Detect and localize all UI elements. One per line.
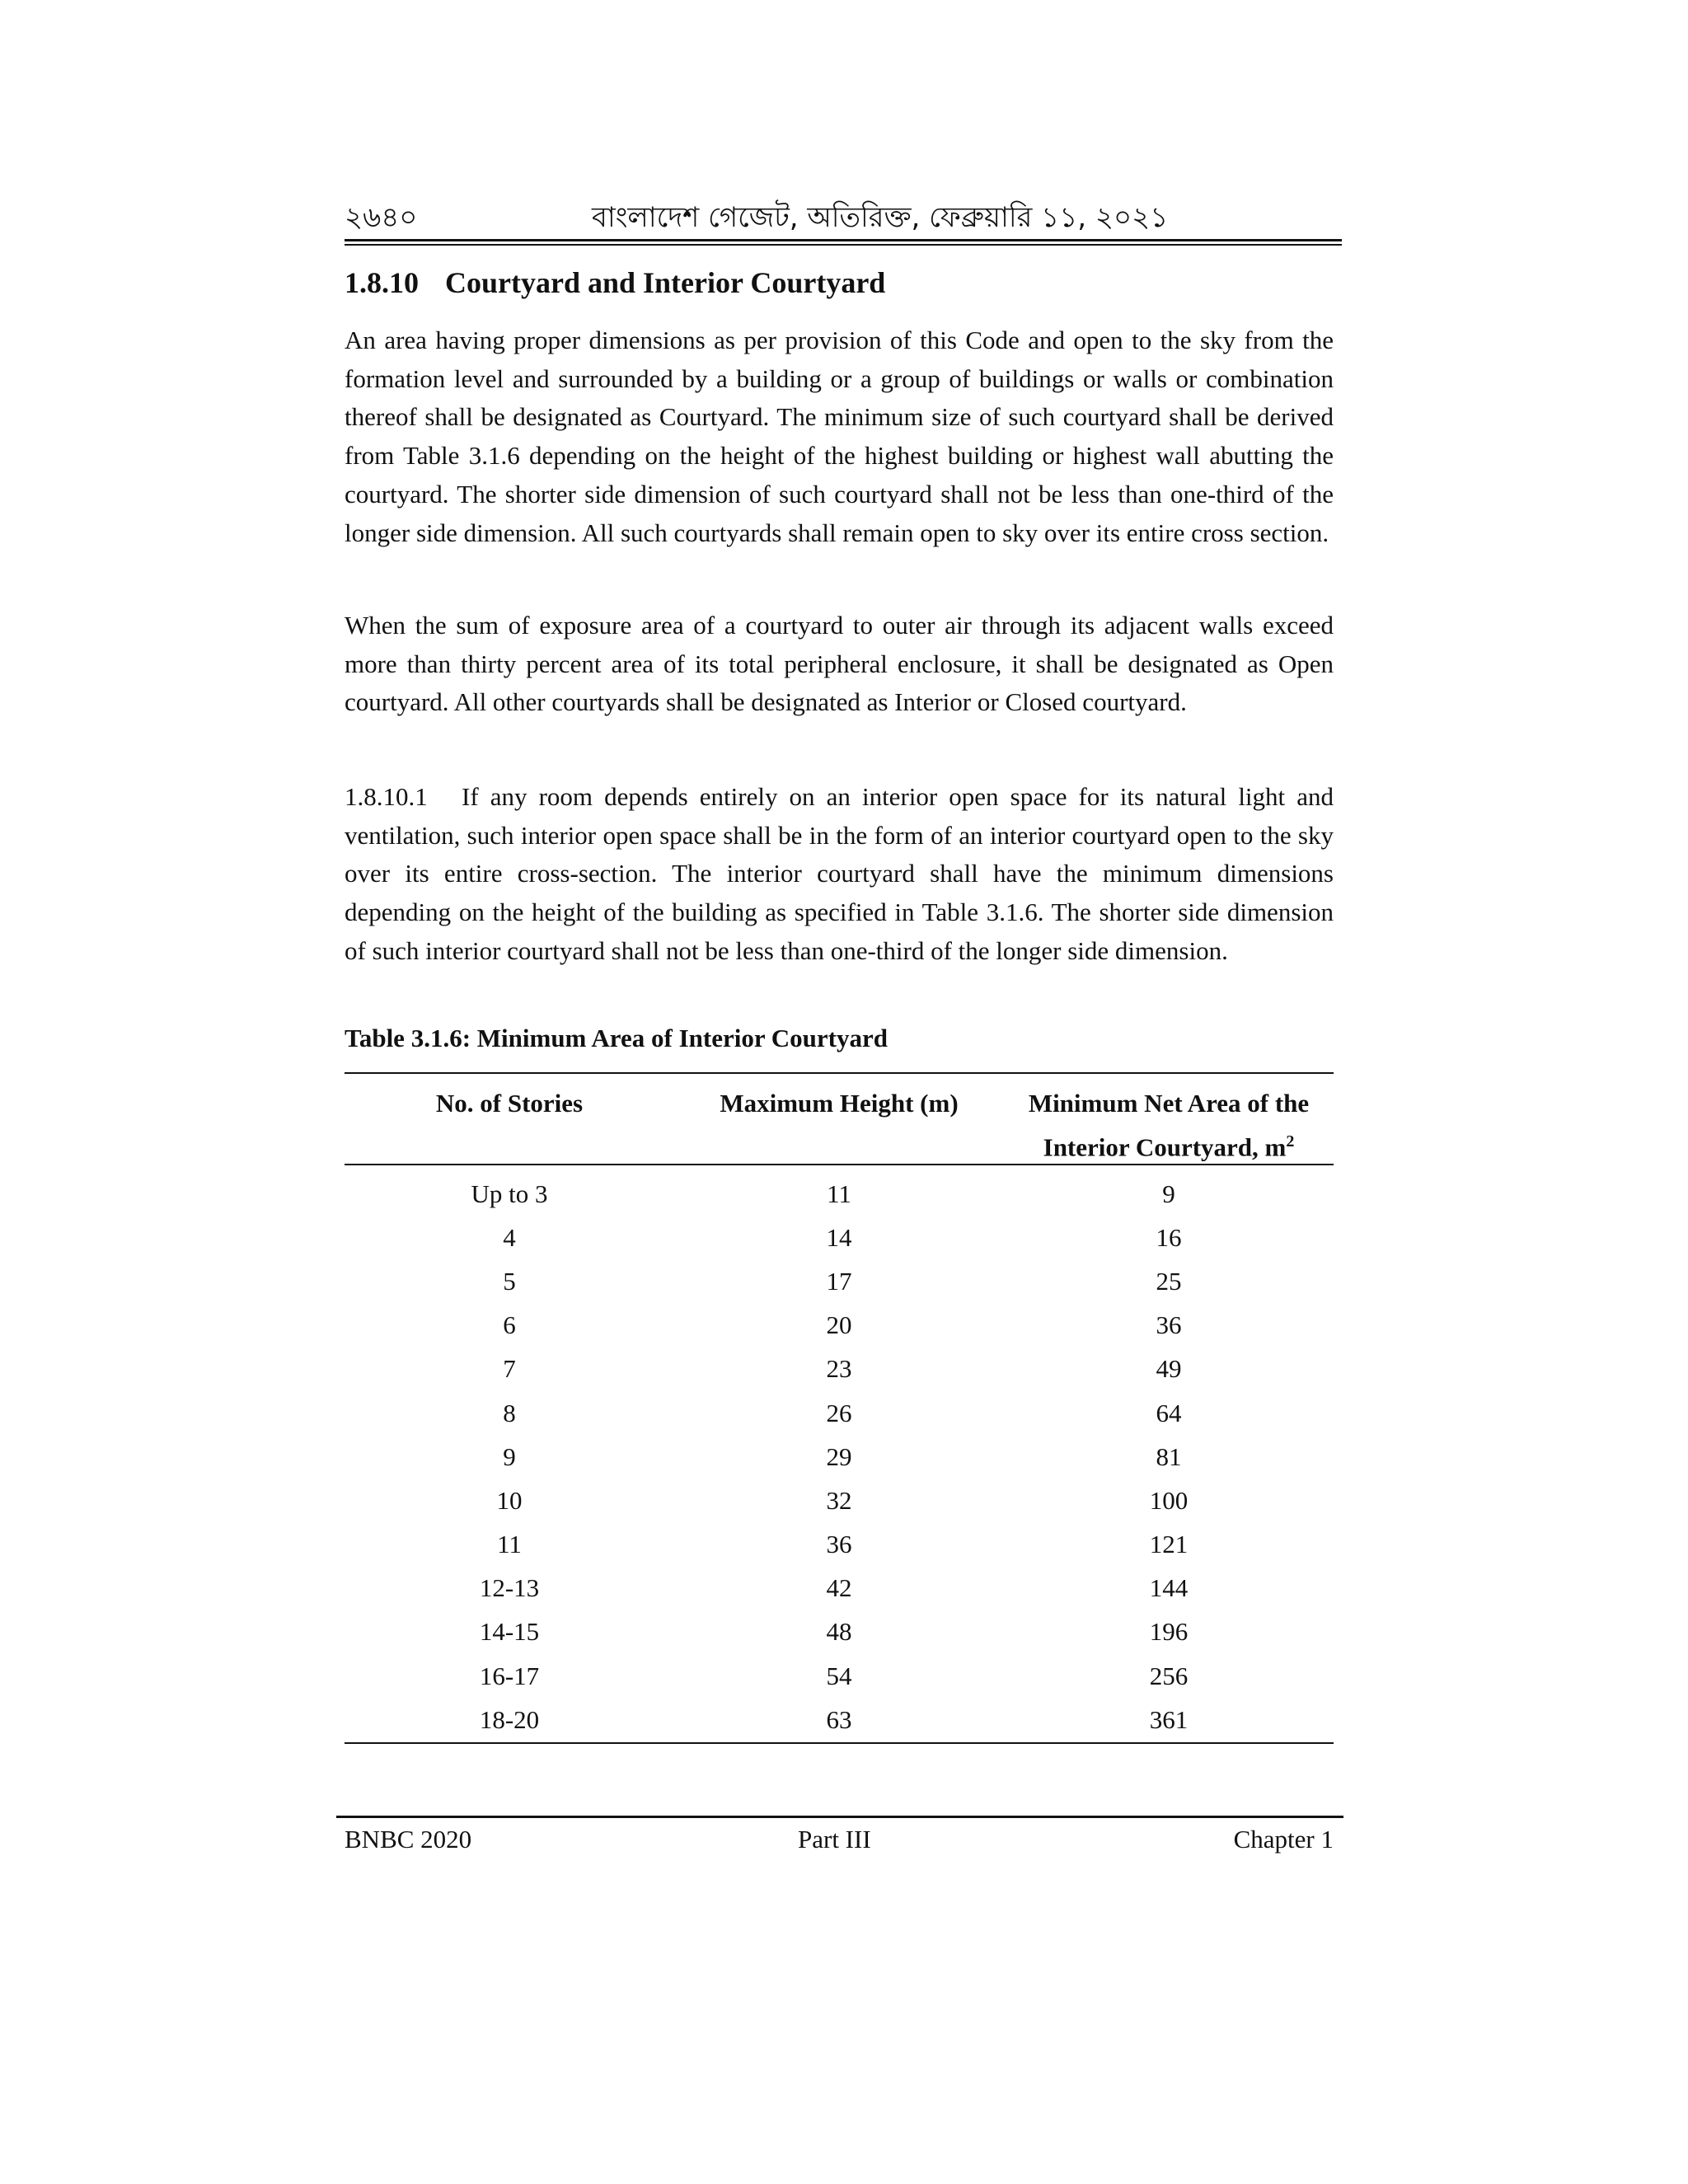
cell-max-height: 63 bbox=[826, 1704, 852, 1734]
cell-max-height: 23 bbox=[826, 1354, 852, 1384]
table-row bbox=[345, 1698, 1334, 1741]
cell-max-height: 26 bbox=[826, 1398, 852, 1427]
cell-min-area: 144 bbox=[1149, 1573, 1189, 1603]
section-number: 1.8.10 bbox=[345, 266, 419, 299]
column-header-min-area-line2: Interior Courtyard, $m^2$ bbox=[1043, 1132, 1295, 1162]
subsection-number: 1.8.10.1 bbox=[345, 782, 428, 811]
footer-part: Part III bbox=[798, 1825, 871, 1854]
page-footer bbox=[345, 1825, 1334, 1861]
cell-stories: 16-17 bbox=[479, 1661, 540, 1690]
table-row bbox=[345, 1567, 1334, 1610]
table-row bbox=[345, 1391, 1334, 1435]
table-row bbox=[345, 1304, 1334, 1347]
subsection-text: If any room depends entirely on an interior open space for its natural light and ventilation, such interior open space shall be in the form of an interior courtyard open to the sky over its entire cross-section. The interior courtyard shall have the minimum dimensions depending on the height of the building as specified in Table 3.1.6. The shorter side dimension of such interior courtyard shall not be less than one-third of the longer side dimension. bbox=[345, 782, 1334, 965]
document-page bbox=[345, 0, 1342, 2184]
cell-stories: 8 bbox=[503, 1398, 516, 1427]
cell-min-area: 25 bbox=[1156, 1266, 1182, 1296]
cell-max-height: 20 bbox=[826, 1310, 852, 1340]
column-header-min-area bbox=[1004, 1085, 1334, 1166]
running-header bbox=[345, 196, 1342, 237]
table-top-rule bbox=[345, 1072, 1334, 1074]
cell-min-area: 196 bbox=[1149, 1617, 1189, 1647]
header-rule bbox=[345, 239, 1342, 241]
table-row bbox=[345, 1610, 1334, 1654]
column-header-stories: No. of Stories bbox=[435, 1089, 584, 1118]
cell-max-height: 29 bbox=[826, 1441, 852, 1471]
table-row bbox=[345, 1654, 1334, 1698]
cell-stories: 7 bbox=[503, 1354, 516, 1384]
cell-min-area: 81 bbox=[1156, 1441, 1182, 1471]
cell-min-area: 16 bbox=[1156, 1222, 1182, 1252]
cell-stories: 6 bbox=[503, 1310, 516, 1340]
footer-code-name: BNBC 2020 bbox=[345, 1825, 472, 1854]
column-header-min-area-line1: Minimum Net Area of the bbox=[1028, 1089, 1310, 1118]
header-rule bbox=[345, 244, 1342, 246]
cell-stories: 14-15 bbox=[479, 1617, 540, 1647]
table-row bbox=[345, 1347, 1334, 1391]
cell-stories: 12-13 bbox=[479, 1573, 540, 1603]
table-header-rule bbox=[345, 1164, 1334, 1165]
cell-max-height: 17 bbox=[826, 1266, 852, 1296]
cell-stories: 4 bbox=[503, 1222, 516, 1252]
cell-stories: 5 bbox=[503, 1266, 516, 1296]
table-bottom-rule bbox=[345, 1742, 1334, 1744]
cell-stories: 9 bbox=[503, 1441, 516, 1471]
cell-min-area: 36 bbox=[1156, 1310, 1182, 1340]
cell-max-height: 36 bbox=[826, 1530, 852, 1559]
cell-stories: Up to 3 bbox=[471, 1179, 548, 1208]
table-row bbox=[345, 1523, 1334, 1567]
table-caption: Table 3.1.6: Minimum Area of Interior Courtyard bbox=[345, 1024, 889, 1052]
table-row bbox=[345, 1216, 1334, 1259]
cell-max-height: 14 bbox=[826, 1222, 852, 1252]
cell-stories: 18-20 bbox=[479, 1704, 540, 1734]
cell-min-area: 361 bbox=[1149, 1704, 1189, 1734]
cell-min-area: 100 bbox=[1149, 1485, 1189, 1515]
section-heading bbox=[345, 265, 885, 300]
page-number: ২৬৪০ bbox=[345, 201, 418, 234]
gazette-title: বাংলাদেশ গেজেট, অতিরিক্ত, ফেব্রুয়ারি ১১, ২০২১ bbox=[592, 201, 1169, 234]
cell-max-height: 48 bbox=[826, 1617, 852, 1647]
paragraph-courtyard-definition: An area having proper dimensions as per provision of this Code and open to the sky from the formation level and surrounded by a building or a group of buildings or walls or combination thereof shall be designated as Courtyard. The minimum size of such courtyard shall be derived from Table 3.1.6 depending on the height of the highest building or highest wall abutting the courtyard. The shorter side dimension of such courtyard shall not be less than one-third of the longer side dimension. All such courtyards shall remain open to sky over its entire cross section. bbox=[345, 326, 1334, 547]
cell-min-area: 9 bbox=[1162, 1179, 1175, 1208]
table-body bbox=[345, 1172, 1334, 1741]
footer-chapter: Chapter 1 bbox=[1233, 1825, 1334, 1854]
column-header-max-height: Maximum Height (m) bbox=[720, 1089, 959, 1118]
cell-min-area: 49 bbox=[1156, 1354, 1182, 1384]
cell-stories: 10 bbox=[496, 1485, 523, 1515]
cell-min-area: 256 bbox=[1149, 1661, 1189, 1690]
table-row bbox=[345, 1435, 1334, 1479]
cell-max-height: 11 bbox=[827, 1179, 851, 1208]
cell-max-height: 32 bbox=[826, 1485, 852, 1515]
cell-max-height: 42 bbox=[826, 1573, 852, 1603]
cell-min-area: 121 bbox=[1149, 1530, 1189, 1559]
section-title: Courtyard and Interior Courtyard bbox=[445, 266, 886, 299]
table-row bbox=[345, 1172, 1334, 1216]
cell-min-area: 64 bbox=[1156, 1398, 1182, 1427]
paragraph-interior-courtyard bbox=[345, 778, 1334, 971]
footer-rule bbox=[336, 1816, 1343, 1818]
cell-max-height: 54 bbox=[826, 1661, 852, 1690]
paragraph-open-courtyard: When the sum of exposure area of a courtyard to outer air through its adjacent walls exceed more than thirty percent area of its total peripheral enclosure, it shall be designated as Open courtyard. All other courtyards shall be designated as Interior or Closed courtyard. bbox=[345, 611, 1334, 717]
table-row bbox=[345, 1479, 1334, 1522]
table-row bbox=[345, 1259, 1334, 1303]
cell-stories: 11 bbox=[497, 1530, 522, 1559]
